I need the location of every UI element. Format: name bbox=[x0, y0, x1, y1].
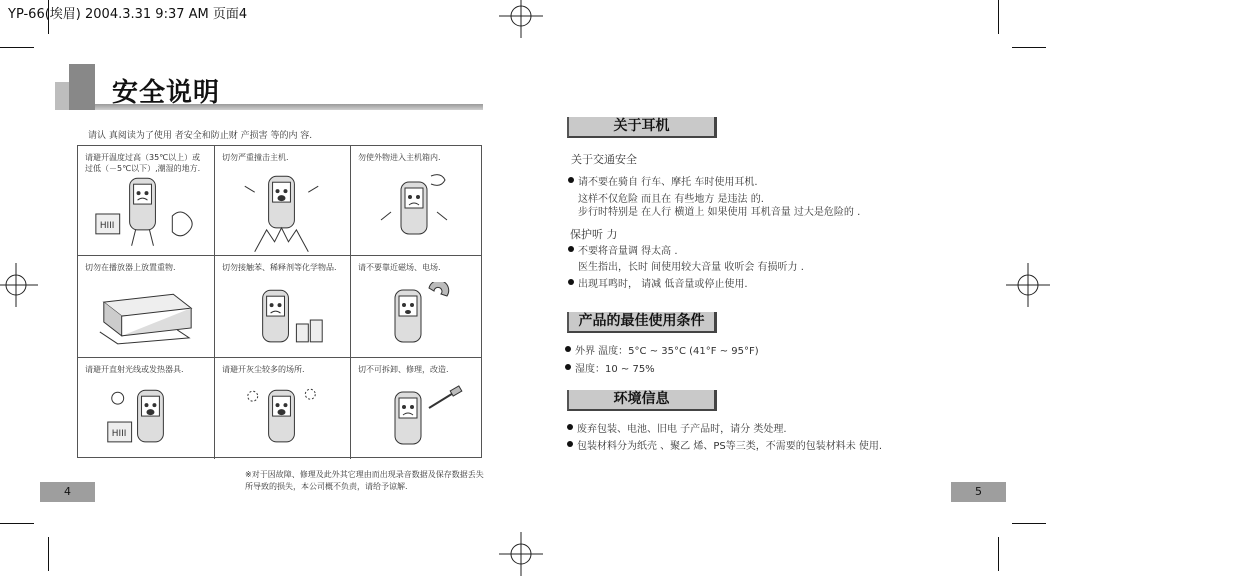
svg-text:HIII: HIII bbox=[111, 428, 127, 439]
grid-cell bbox=[215, 256, 351, 358]
grid-cell bbox=[215, 358, 351, 459]
grid-cell bbox=[351, 146, 482, 256]
registration-mark-bottom bbox=[499, 532, 543, 576]
environment-bullet-1: 废弃包装、电池、旧电 子产品时，请分 类处理. bbox=[577, 424, 787, 435]
grid-cell bbox=[351, 256, 482, 358]
file-header: YP-66(埃眉) 2004.3.31 9:37 AM 页面4 bbox=[8, 7, 248, 22]
cell-caption: 请避开直射光线或发热器具. bbox=[85, 365, 184, 374]
section-heading-conditions: 产品的最佳使用条件 bbox=[567, 312, 717, 333]
grid-cell bbox=[78, 256, 215, 358]
registration-mark-right bbox=[1006, 263, 1050, 307]
mp3-player-screwdriver-illustration bbox=[351, 384, 482, 466]
bullet-icon bbox=[567, 424, 573, 430]
mp3-player-dust-illustration bbox=[215, 384, 350, 466]
mp3-player-impact-illustration bbox=[215, 172, 350, 254]
cell-caption: 切勿在播放器上放置重物. bbox=[85, 263, 176, 272]
cell-caption: 请不要靠近磁场、电场. bbox=[358, 263, 441, 272]
earphone-bullet-3: 出现耳鸣时， 请减 低音量或停止使用. bbox=[578, 279, 748, 290]
cell-caption: 切勿接触苯、稀释剂等化学物品. bbox=[222, 263, 337, 272]
bullet-icon bbox=[568, 279, 574, 285]
condition-humidity: 湿度：10 ~ 75% bbox=[575, 364, 655, 375]
bullet-icon bbox=[565, 346, 571, 352]
mp3-player-sun-heater-illustration bbox=[78, 384, 214, 466]
grid-cell bbox=[351, 358, 482, 459]
registration-mark-left bbox=[0, 263, 38, 307]
grid-cell bbox=[78, 146, 215, 256]
grid-cell bbox=[78, 358, 215, 459]
cell-caption: 勿使外物进入主机箱内. bbox=[358, 153, 441, 162]
section-heading-environment: 环境信息 bbox=[567, 390, 717, 411]
page-title: 安全说明 bbox=[112, 78, 221, 108]
mp3-player-magnet-illustration bbox=[351, 282, 482, 364]
page-number-left: 4 bbox=[40, 482, 95, 502]
heavy-object-illustration bbox=[78, 282, 214, 364]
mp3-player-thermometer-illustration bbox=[78, 172, 214, 254]
cell-caption: 切不可拆卸、修理，改造. bbox=[358, 365, 449, 374]
mp3-player-chemicals-illustration bbox=[215, 282, 350, 364]
title-decoration-dark bbox=[69, 64, 95, 110]
subheading-hearing: 保护听 力 bbox=[570, 228, 618, 241]
bullet-icon bbox=[568, 177, 574, 183]
earphone-bullet-2-line-2: 医生指出，长时 间使用较大音量 收听会 有损听力 . bbox=[578, 262, 804, 273]
registration-mark-top bbox=[499, 0, 543, 38]
mp3-player-foreign-object-illustration bbox=[351, 172, 482, 254]
cell-caption: 请避开温度过高（35℃以上）或过低（－5℃以下）,潮湿的地方. bbox=[85, 153, 201, 173]
earphone-bullet-2: 不要将音量调 得太高 . bbox=[578, 246, 678, 257]
page-number-right: 5 bbox=[951, 482, 1006, 502]
svg-text:HIII: HIII bbox=[99, 220, 115, 231]
grid-cell bbox=[215, 146, 351, 256]
environment-bullet-2: 包装材料分为纸壳 、聚乙 烯、PS等三类，不需要的包装材料未 使用. bbox=[577, 441, 883, 452]
bullet-icon bbox=[568, 246, 574, 252]
cell-caption: 切勿严重撞击主机. bbox=[222, 153, 289, 162]
footnote: ※对于因故障、修理及此外其它理由而出现录音数据及保存数据丢失所导致的损失，本公司概不负责，请给予谅解. bbox=[245, 470, 484, 491]
earphone-bullet-1-line-2: 这样不仅危险 而且在 有些地方 是违法 的. bbox=[578, 194, 764, 205]
earphone-bullet-1-line-3: 步行时特别是 在人行 横道上 如果使用 耳机音量 过大是危险的 . bbox=[578, 207, 861, 218]
bullet-icon bbox=[567, 441, 573, 447]
safety-grid bbox=[77, 145, 482, 458]
cell-caption: 请避开灰尘较多的场所. bbox=[222, 365, 305, 374]
earphone-bullet-1: 请不要在骑自 行车、摩托 车时使用耳机. bbox=[578, 177, 758, 188]
subheading-traffic-safety: 关于交通安全 bbox=[571, 153, 637, 166]
condition-temperature: 外界 温度：5°C ~ 35°C (41°F ~ 95°F) bbox=[575, 346, 759, 357]
intro-text: 请认 真阅读为了使用 者安全和防止财 产损害 等的内 容. bbox=[88, 131, 313, 141]
bullet-icon bbox=[565, 364, 571, 370]
section-heading-earphones: 关于耳机 bbox=[567, 117, 717, 138]
